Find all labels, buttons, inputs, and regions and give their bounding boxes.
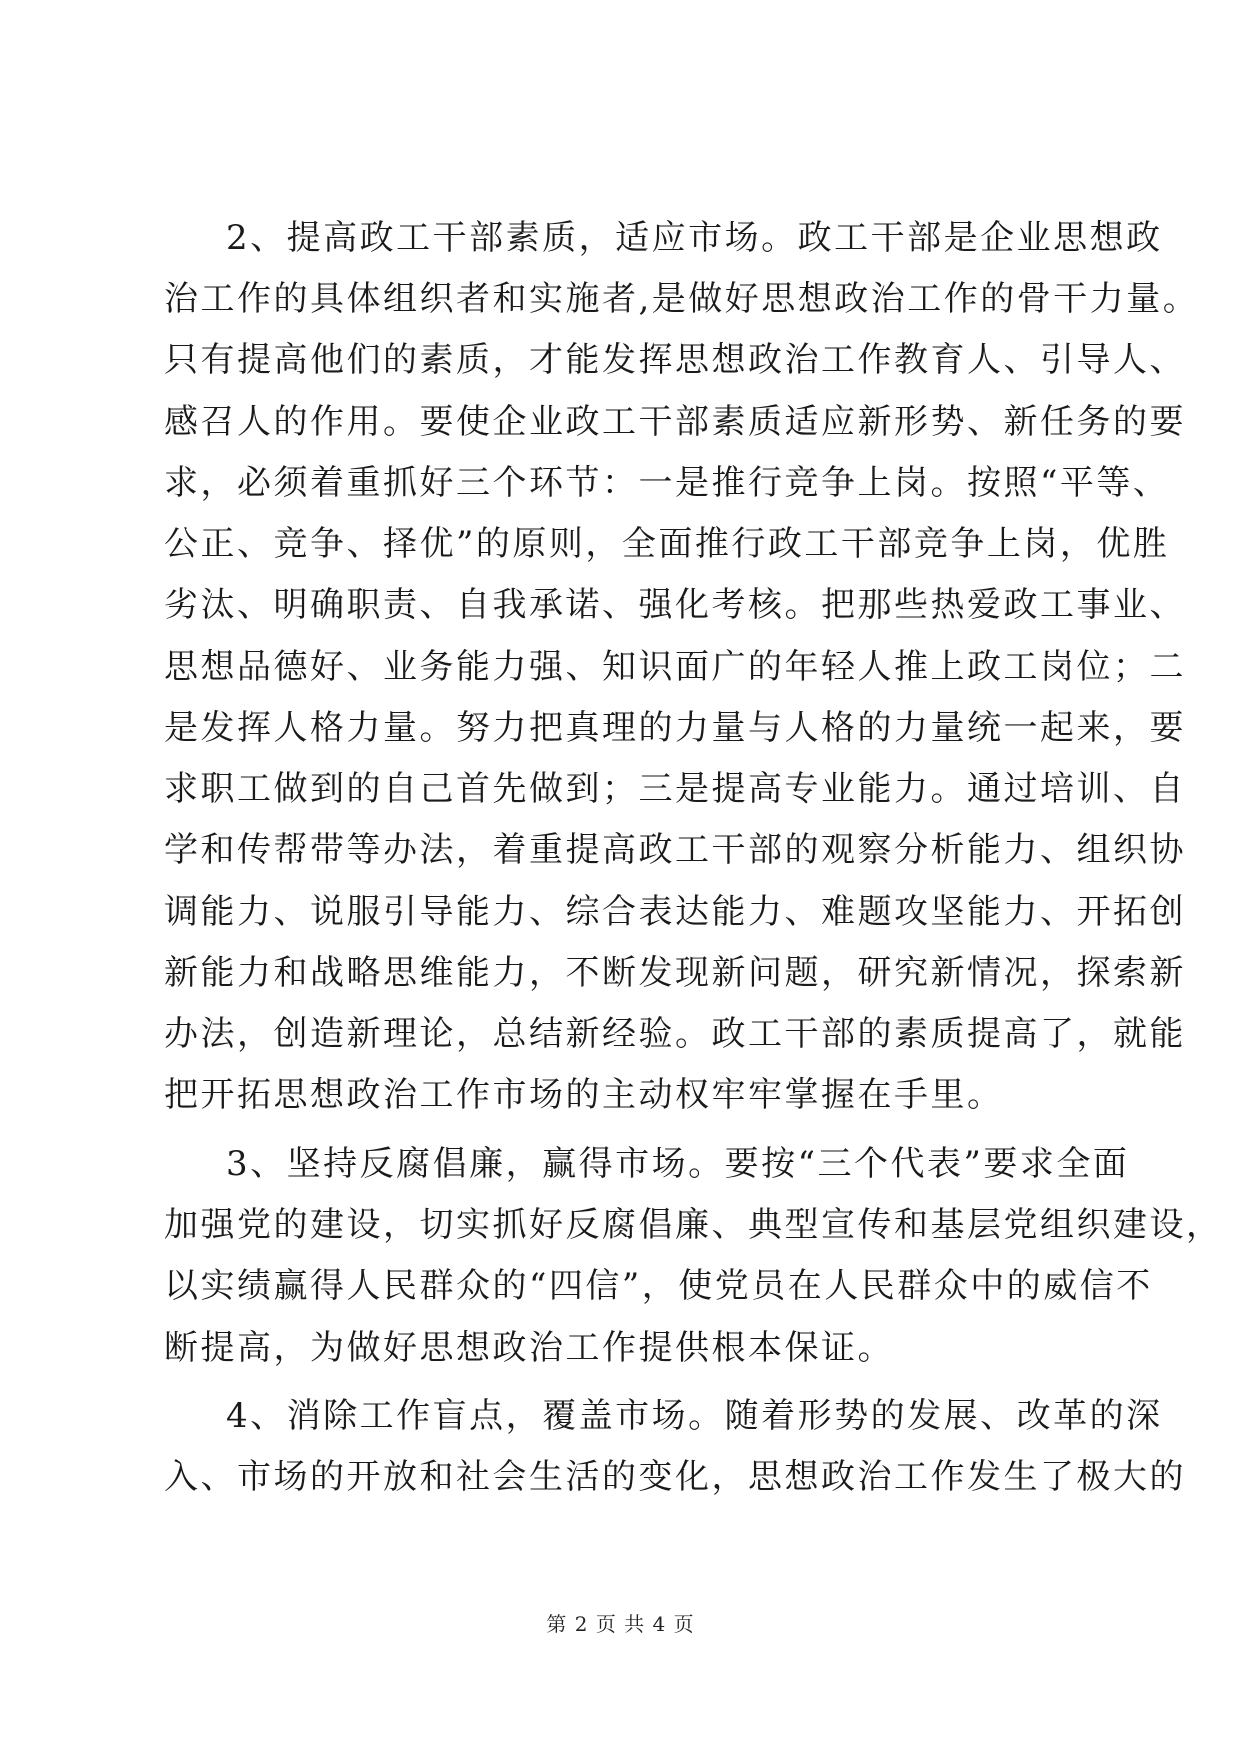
paragraph-2-line-5: 求，必须着重抓好三个环节：一是推行竞争上岗。按照“平等、 — [164, 463, 1170, 503]
paragraph-2-line-3: 只有提高他们的素质，才能发挥思想政治工作教育人、引导人、 — [164, 340, 1186, 380]
paragraph-2-line-1: 2、提高政工干部素质，适应市场。政工干部是企业思想政 — [226, 218, 1163, 258]
paragraph-2-line-6: 公正、竞争、择优”的原则，全面推行政工干部竞争上岗，优胜 — [164, 524, 1170, 564]
paragraph-3-line-3: 以实绩赢得人民群众的“四信”，使党员在人民群众中的威信不 — [164, 1266, 1153, 1306]
paragraph-3-line-4: 断提高，为做好思想政治工作提供根本保证。 — [164, 1328, 894, 1368]
paragraph-2-line-15: 把开拓思想政治工作市场的主动权牢牢掌握在手里。 — [164, 1075, 1004, 1115]
paragraph-4-line-2: 入、市场的开放和社会生活的变化，思想政治工作发生了极大的 — [164, 1457, 1186, 1497]
paragraph-2-line-8: 思想品德好、业务能力强、知识面广的年轻人推上政工岗位；二 — [164, 647, 1186, 687]
paragraph-2-line-9: 是发挥人格力量。努力把真理的力量与人格的力量统一起来，要 — [164, 708, 1186, 748]
paragraph-3-line-2: 加强党的建设，切实抓好反腐倡廉、典型宣传和基层党组织建设， — [164, 1205, 1223, 1245]
paragraph-2-line-13: 新能力和战略思维能力，不断发现新问题，研究新情况，探索新 — [164, 953, 1186, 993]
paragraph-2-line-10: 求职工做到的自己首先做到；三是提高专业能力。通过培训、自 — [164, 769, 1186, 809]
paragraph-2-line-2: 治工作的具体组织者和实施者,是做好思想政治工作的骨干力量。 — [164, 279, 1200, 319]
paragraph-2-line-12: 调能力、说服引导能力、综合表达能力、难题攻坚能力、开拓创 — [164, 892, 1186, 932]
paragraph-2-line-11: 学和传帮带等办法，着重提高政工干部的观察分析能力、组织协 — [164, 830, 1186, 870]
paragraph-2-line-4: 感召人的作用。要使企业政工干部素质适应新形势、新任务的要 — [164, 402, 1186, 442]
paragraph-3-line-1: 3、坚持反腐倡廉，赢得市场。要按“三个代表”要求全面 — [226, 1144, 1130, 1184]
paragraph-4-line-1: 4、消除工作盲点，覆盖市场。随着形势的发展、改革的深 — [226, 1396, 1163, 1436]
paragraph-2-line-14: 办法，创造新理论，总结新经验。政工干部的素质提高了，就能 — [164, 1014, 1186, 1054]
paragraph-2-line-7: 劣汰、明确职责、自我承诺、强化考核。把那些热爱政工事业、 — [164, 585, 1186, 625]
page-footer: 第 2 页 共 4 页 — [546, 1612, 695, 1636]
